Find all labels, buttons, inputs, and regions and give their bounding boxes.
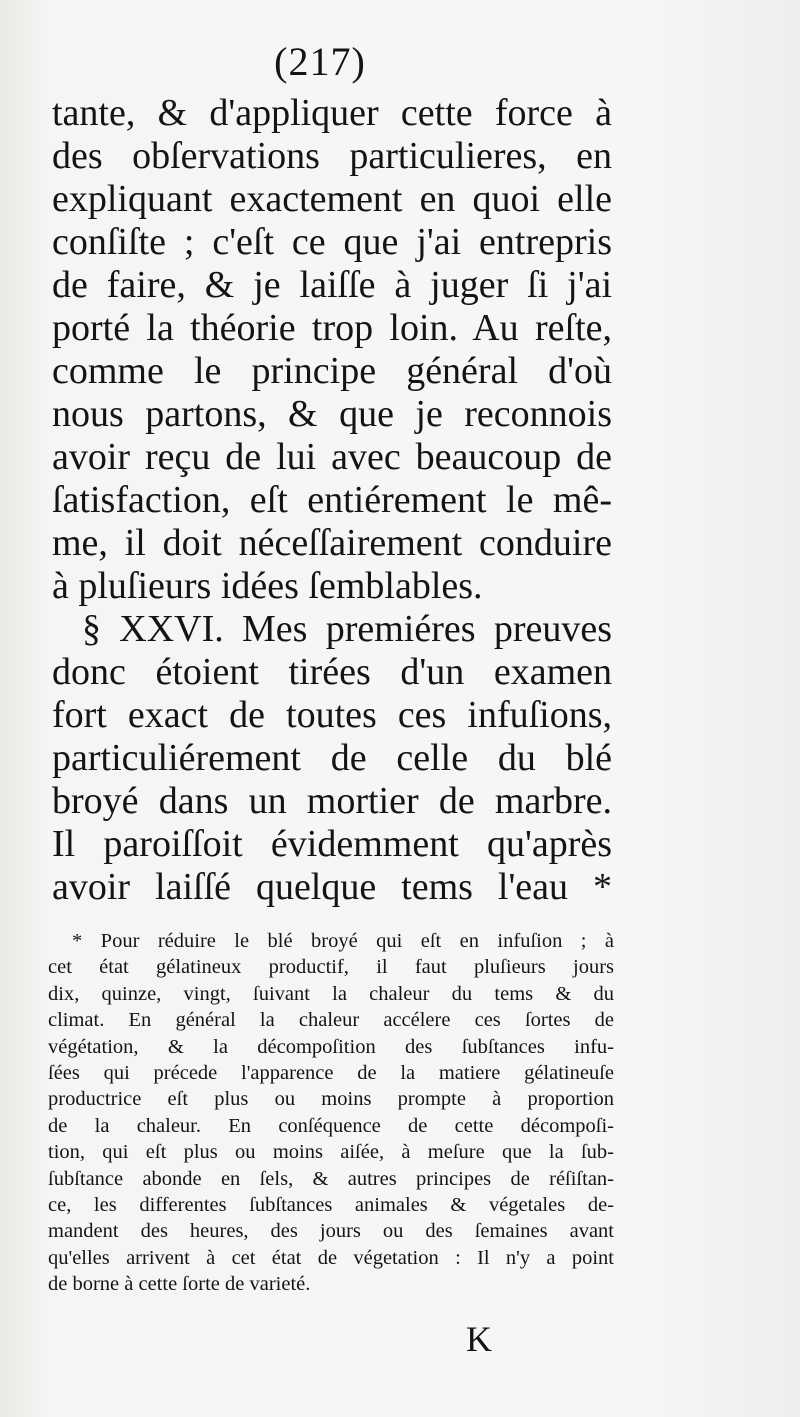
text-line: fort exact de toutes ces infuſions, bbox=[52, 694, 612, 736]
text-line: conſiſte ; c'eſt ce que j'ai entrepris bbox=[52, 221, 612, 263]
text-line: tante, & d'appliquer cette force à bbox=[52, 92, 612, 134]
text-line: me, il doit néceſſairement conduire bbox=[52, 522, 612, 564]
signature-mark: K bbox=[466, 1319, 492, 1359]
text-line: Il paroiſſoit évidemment qu'après bbox=[52, 823, 612, 865]
footnote-line: de la chaleur. En conſéquence de cette décompoſi- bbox=[48, 1114, 614, 1137]
page-number: (217) bbox=[274, 39, 366, 84]
footnote-line: qu'elles arrivent à cet état de végetation : Il n'y a point bbox=[48, 1246, 614, 1269]
footnote-line: mandent des heures, des jours ou des ſemaines avant bbox=[48, 1220, 614, 1243]
footnote-line: cet état gélatineux productif, il faut pluſieurs jours bbox=[48, 956, 614, 979]
text-line: avoir laiſſé quelque tems l'eau * bbox=[52, 866, 612, 908]
text-line: ſatisfaction, eſt entiérement le mê- bbox=[52, 479, 612, 521]
text-line: de faire, & je laiſſe à juger ſi j'ai bbox=[52, 264, 612, 306]
text-line: donc étoient tirées d'un examen bbox=[52, 651, 612, 693]
text-line: broyé dans un mortier de marbre. bbox=[52, 780, 612, 822]
text-line: nous partons, & que je reconnois bbox=[52, 393, 612, 435]
footnote-line: ce, les differentes ſubſtances animales & végetales de- bbox=[48, 1194, 614, 1217]
footnote bbox=[48, 928, 614, 1298]
text-line: expliquant exactement en quoi elle bbox=[52, 178, 612, 220]
text-line: porté la théorie trop loin. Au reſte, bbox=[52, 307, 612, 349]
text-line: à pluſieurs idées ſemblables. bbox=[52, 565, 483, 607]
text-line: comme le principe général d'où bbox=[52, 350, 612, 392]
footnote-line: productrice eſt plus ou moins prompte à proportion bbox=[48, 1088, 614, 1111]
footnote-line: * Pour réduire le blé broyé qui eſt en infuſion ; à bbox=[72, 930, 614, 952]
footnote-line: de borne à cette ſorte de varieté. bbox=[48, 1273, 311, 1296]
text-line: avoir reçu de lui avec beaucoup de bbox=[52, 436, 612, 478]
main-text bbox=[52, 92, 612, 909]
text-line: particuliérement de celle du blé bbox=[52, 737, 612, 779]
footnote-line: dix, quinze, vingt, ſuivant la chaleur du tems & du bbox=[48, 982, 614, 1005]
text-line: des obſervations particulieres, en bbox=[52, 135, 612, 177]
footnote-line: climat. En général la chaleur accélere ces ſortes de bbox=[48, 1009, 614, 1032]
footnote-line: tion, qui eſt plus ou moins aiſée, à meſure que la ſub- bbox=[48, 1141, 614, 1164]
footnote-line: ſées qui précede l'apparence de la matiere gélatineuſe bbox=[48, 1062, 614, 1085]
section-heading-line: § XXVI. Mes premiéres preuves bbox=[82, 608, 612, 650]
footnote-line: végétation, & la décompoſition des ſubſtances infu- bbox=[48, 1035, 614, 1058]
footnote-line: ſubſtance abonde en ſels, & autres principes de réſiſtan- bbox=[48, 1167, 614, 1190]
